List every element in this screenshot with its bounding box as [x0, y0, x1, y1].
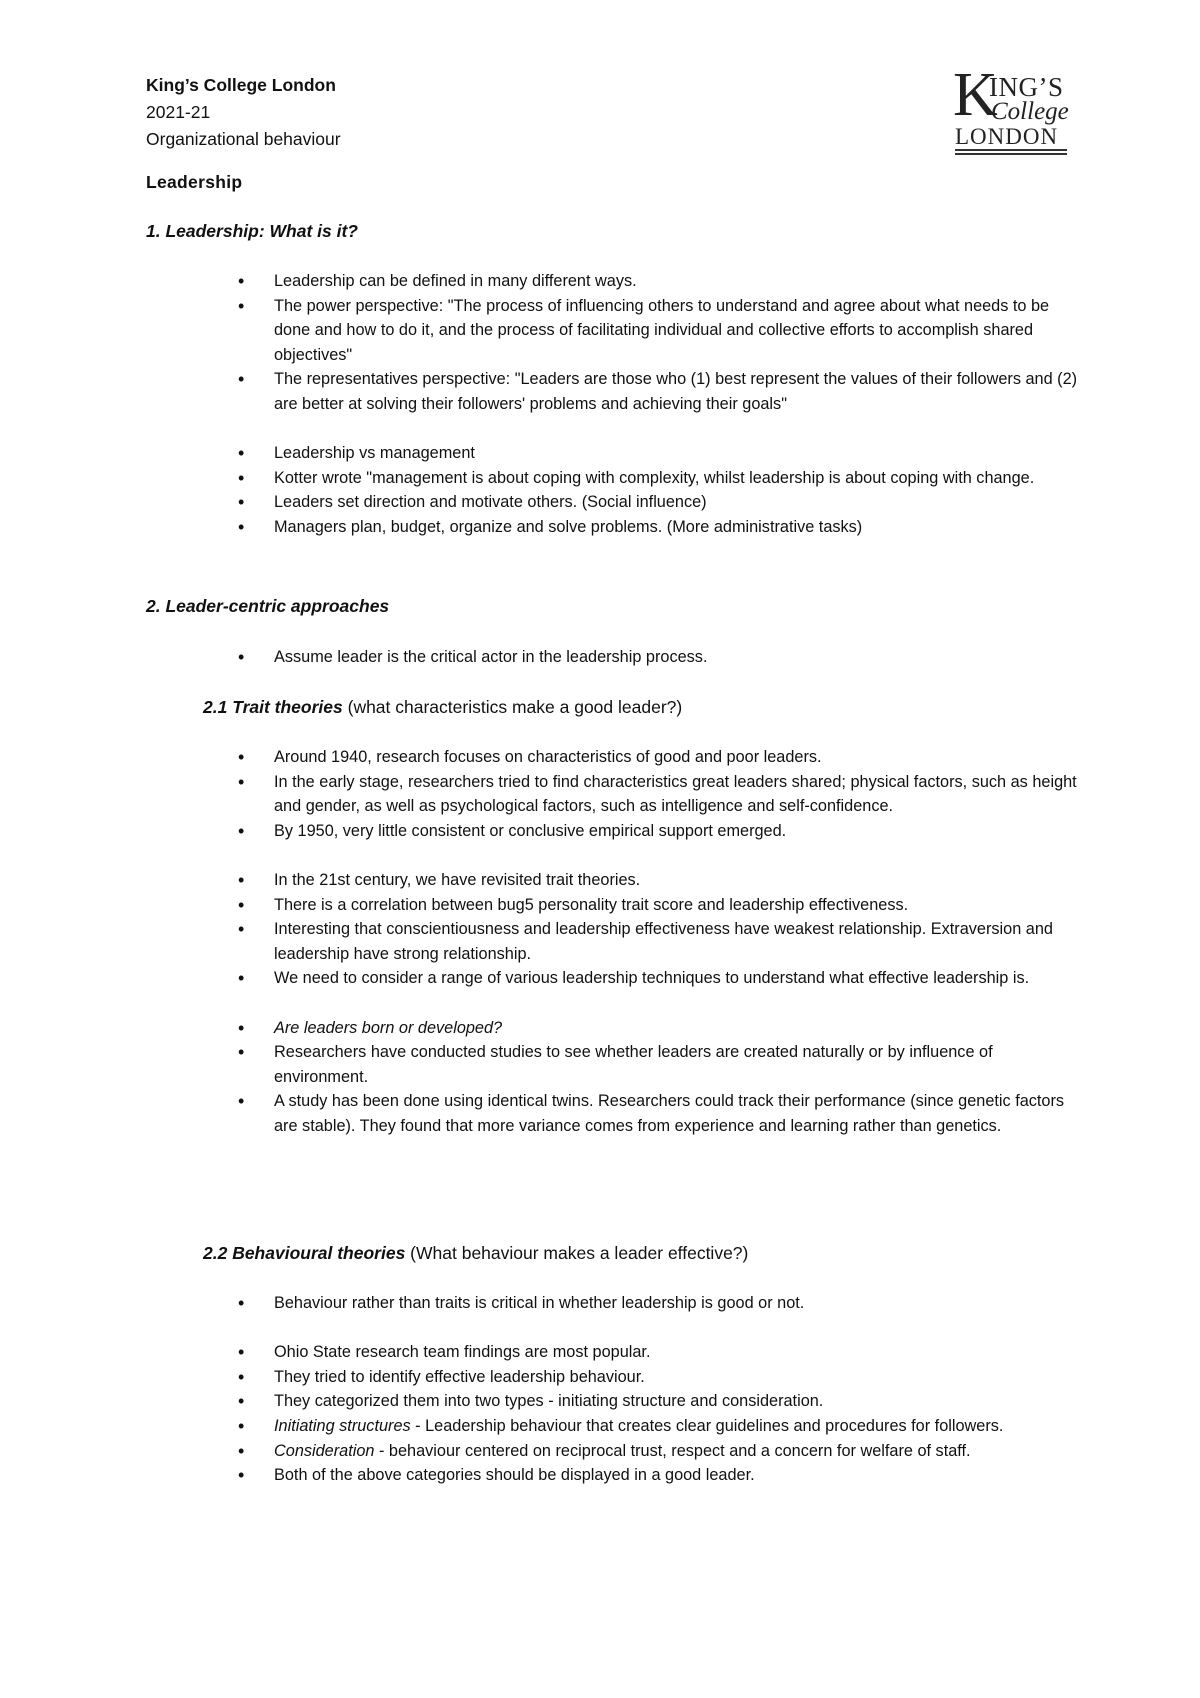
list-item: • A study has been done using identical twins. Researchers could track their performance (since genetic factors are stable). They found that more variance comes from experience and learning rather than genetics.	[238, 1091, 1065, 1135]
section-2-bullets	[238, 645, 1088, 670]
bullet-icon: •	[238, 369, 245, 390]
bullet-icon: •	[238, 820, 245, 841]
list-item: • Are leaders born or developed?	[238, 1017, 503, 1038]
list-item: • Around 1940, research focuses on characteristics of good and poor leaders.	[238, 747, 822, 767]
bullet-icon: •	[238, 1415, 245, 1436]
list-item: • Interesting that conscientiousness and leadership effectiveness have weakest relationship. Extraversion and leadership have strong relationship.	[238, 919, 1053, 963]
bullet-icon: •	[238, 1465, 245, 1486]
bullet-icon: •	[238, 869, 245, 890]
list-item: • Kotter wrote "management is about coping with complexity, whilst leadership is about coping with change.	[238, 467, 1035, 488]
bullet-icon: •	[238, 492, 245, 513]
subsection-heading-2-1: 2.1 Trait theories (what characteristics make a good leader?)	[203, 697, 683, 717]
list-item: • In the early stage, researchers tried to find characteristics great leaders shared; physical factors, such as height and gender, as well as psychological factors, such as intelligence and self-confidence.	[238, 771, 1077, 816]
bullet-icon: •	[238, 1366, 245, 1387]
bullet-icon: •	[238, 968, 245, 989]
list-item: • The representatives perspective: "Leaders are those who (1) best represent the values of their followers and (2) are better at solving their followers' problems and achieving their goals"	[238, 369, 1078, 413]
trait-theories-bullets	[238, 745, 1088, 1139]
bullet-icon: •	[238, 1440, 245, 1461]
list-item: • There is a correlation between bug5 personality trait score and leadership effectiveness.	[238, 894, 909, 915]
list-item: • They categorized them into two types - initiating structure and consideration.	[238, 1391, 824, 1412]
bullet-icon: •	[238, 295, 245, 316]
list-item: • Behaviour rather than traits is critical in whether leadership is good or not.	[238, 1293, 805, 1313]
bullet-icon: •	[238, 894, 245, 915]
bullet-icon: •	[238, 516, 245, 537]
bullet-icon: •	[238, 467, 245, 488]
bullet-icon: •	[238, 1091, 245, 1112]
bullet-icon: •	[238, 919, 245, 940]
bullet-icon: •	[238, 647, 245, 667]
list-item: • Assume leader is the critical actor in the leadership process.	[238, 647, 708, 667]
document-header	[146, 72, 341, 153]
section-heading-1: 1. Leadership: What is it?	[146, 221, 358, 241]
bullet-icon: •	[238, 1293, 245, 1313]
academic-year: 2021-21	[146, 102, 211, 122]
section-1-bullets	[238, 269, 1088, 540]
bullet-icon: •	[238, 1017, 245, 1038]
list-item: • Leadership vs management	[238, 443, 475, 464]
bullet-icon: •	[238, 1391, 245, 1412]
list-item: • Leadership can be defined in many different ways.	[238, 271, 637, 291]
bullet-icon: •	[238, 747, 245, 767]
list-item: • Both of the above categories should be displayed in a good leader.	[238, 1465, 755, 1486]
institution-name: King’s College London	[146, 75, 336, 95]
bullet-icon: •	[238, 771, 245, 792]
bullet-icon: •	[238, 1042, 245, 1063]
list-item: • Researchers have conducted studies to see whether leaders are created naturally or by influence of environment.	[238, 1042, 993, 1086]
list-item: • By 1950, very little consistent or conclusive empirical support emerged.	[238, 820, 787, 841]
bullet-icon: •	[238, 1342, 245, 1363]
list-item: • We need to consider a range of various leadership techniques to understand what effective leadership is.	[238, 968, 1030, 989]
bullet-icon: •	[238, 443, 245, 464]
list-item: • Consideration - behaviour centered on reciprocal trust, respect and a concern for welfare of staff.	[238, 1440, 971, 1461]
subsection-heading-2-2: 2.2 Behavioural theories (What behaviour makes a leader effective?)	[203, 1243, 749, 1263]
list-item: • Ohio State research team findings are most popular.	[238, 1342, 651, 1363]
behavioural-theories-bullets	[238, 1291, 1088, 1488]
list-item: • They tried to identify effective leadership behaviour.	[238, 1366, 645, 1387]
course-name: Organizational behaviour	[146, 129, 341, 149]
list-item: • The power perspective: "The process of influencing others to understand and agree about what needs to be done and how to do it, and the process of facilitating individual and collective efforts to accomplish shared objectives"	[238, 295, 1050, 364]
document-title: Leadership	[146, 172, 243, 192]
section-heading-2: 2. Leader-centric approaches	[146, 596, 390, 616]
list-item: • Initiating structures - Leadership behaviour that creates clear guidelines and procedures for followers.	[238, 1415, 1004, 1436]
list-item: • Managers plan, budget, organize and solve problems. (More administrative tasks)	[238, 516, 863, 537]
bullet-icon: •	[238, 271, 245, 291]
list-item: • Leaders set direction and motivate others. (Social influence)	[238, 492, 707, 513]
list-item: • In the 21st century, we have revisited trait theories.	[238, 869, 641, 890]
kings-college-logo: K ING’S College LONDON	[953, 70, 1068, 152]
